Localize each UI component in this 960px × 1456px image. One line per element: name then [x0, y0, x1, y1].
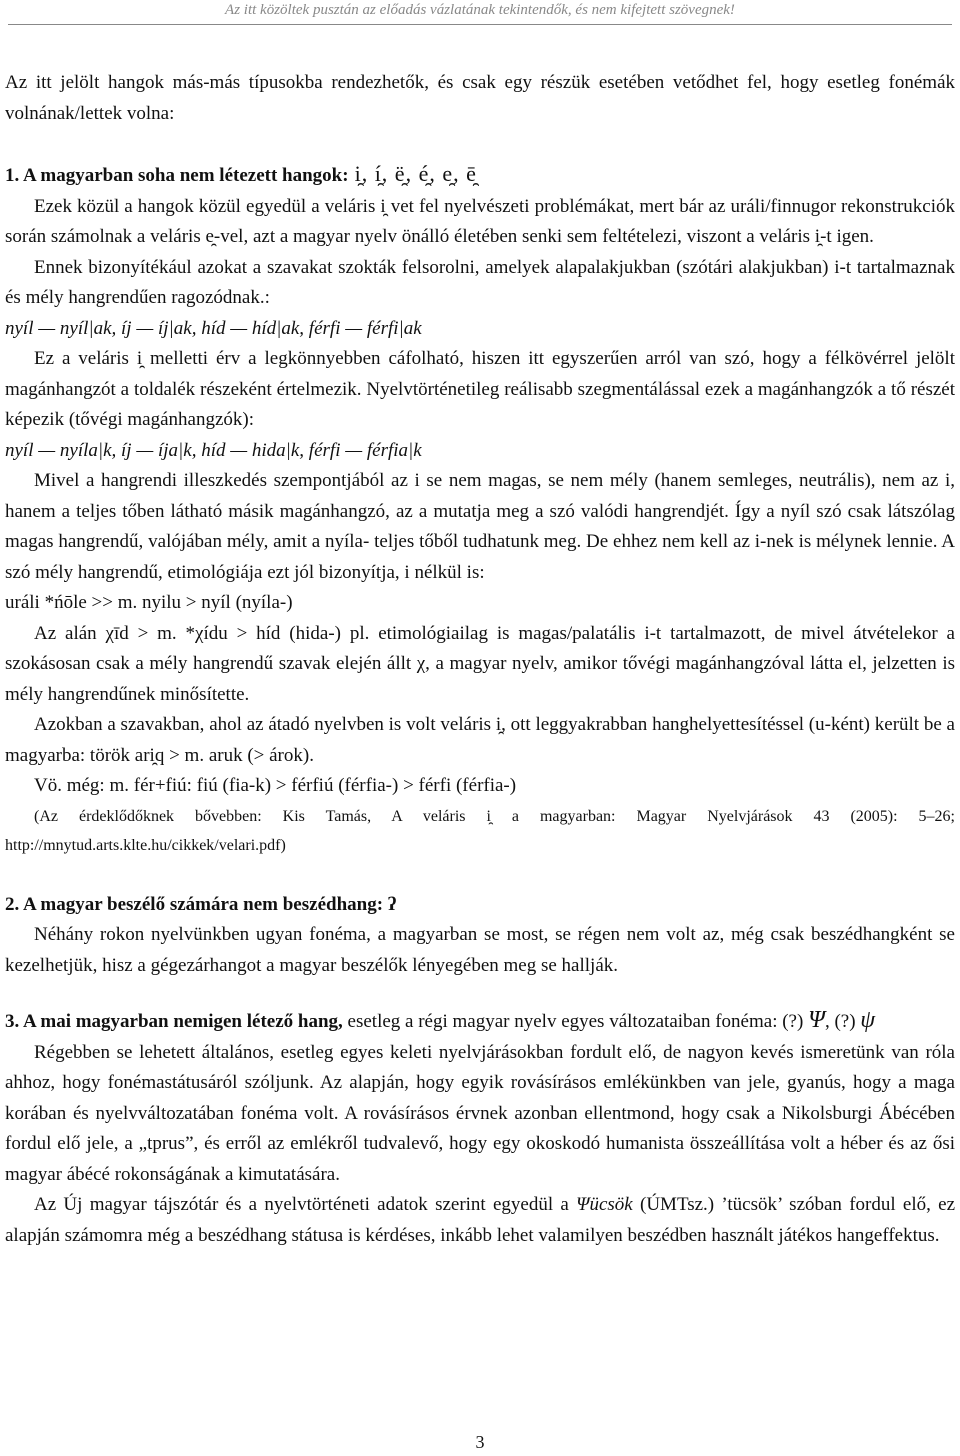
- psi-upper-symbol: Ψ: [808, 1007, 825, 1033]
- section1-heading: [5, 159, 955, 192]
- section1-paragraph-8: Vö. még: m. fér+fiú: fiú (fia-k) > férfiú (férfia-) > férfi (férfia-): [34, 775, 517, 796]
- section1-paragraph-5: uráli *ńōle >> m. nyilu > nyíl (nyíla-): [5, 592, 293, 613]
- section3-paragraph-1: Régebben se lehetett általános, esetleg egyes keleti nyelvjárásokban fordult elő, de nagyon kevés ismeretünk van róla ahhoz, hogy fonémastátusáról szóljunk. Az alapján, hogy egyik rovásírásos emlékünkben van jele, gyanús, hogy a maga korában és nyelvváltozatában fonéma volt. A rovásírásos érvnek azonban ellentmond, hogy csak a Nikolsburgi Ábécében fordul elő jele, a „tprus”, és erről az emlékről tudvalevő, hogy egy okoskodó humanista összeállítása volt a héber és az ősi magyar ábécé rokonságának a kimutatására.: [5, 1041, 955, 1185]
- section1-reference: (Az érdeklődőknek bővebben: Kis Tamás, A veláris i̯ a magyarban: Magyar Nyelvjárások 43 (2005): 5–26; http://mnytud.arts.klte.hu/cikkek/velari.pdf): [5, 807, 955, 854]
- section3-p2-start: Az Új magyar tájszótár és a nyelvtörténeti adatok szerint egyedül a: [34, 1194, 577, 1215]
- header-note: Az itt közöltek pusztán az előadás vázlatának tekintendők, és nem kifejtett szövegnek!: [225, 2, 735, 18]
- section1-sounds: i̯, í̯, ë̯, é̯, e̯, ē̯: [354, 161, 477, 186]
- section1-paragraph-1: Ezek közül a hangok közül egyedül a veláris i̯ vet fel nyelvészeti problémákat, mert bár az uráli/finnugor rekonstrukciók során számolnak a veláris e̯-vel, azt a magyar nyelv önálló életében senki sem feltételezi, viszont a veláris i̯-t igen.: [5, 195, 955, 247]
- section3-heading-mid: , (?): [824, 1011, 861, 1032]
- intro-paragraph: Az itt jelölt hangok más-más típusokba rendezhetők, és csak egy részük esetében vetődhet fel, hogy esetleg fonémák volnának/lettek volna:: [5, 72, 955, 124]
- section1-paragraph-6: Az alán χīd > m. *χídu > híd (hida-) pl. etimológiailag is magas/palatális i-t tartalmazott, de mivel átvételekor a szokásosan csak a mély hangrendű szavak elején állt χ, a magyar nyelv, amikor tővégi magánhangzóval látta el, jelzetten is mély hangrendűnek minősítette.: [5, 622, 955, 705]
- section1-examples-2: nyíl — nyíla|k, íj — íja|k, híd — hida|k, férfi — férfia|k: [5, 439, 422, 461]
- document-body: [5, 68, 955, 1251]
- section3-heading-text: 3. A mai magyarban nemigen létező hang,: [5, 1011, 343, 1032]
- section3-p2-end: (ÚMTsz.) ’tücsök’ szóban fordul elő, ez alapján számomra még a beszédhang státusa is kérdéses, inkább lehet valamilyen beszédben használt játékos hangeffektus.: [5, 1194, 956, 1246]
- section2-heading: [5, 890, 955, 921]
- section3-paragraph-2: [5, 1190, 955, 1251]
- page-number: 3: [475, 1432, 485, 1452]
- section1-paragraph-7: Azokban a szavakban, ahol az átadó nyelvben is volt veláris i̯, ott leggyakrabban hanghelyettesítéssel (u-ként) került be a magyarba: török ari̯q > m. aruk (> árok).: [5, 714, 955, 766]
- section2-paragraph-1: Néhány rokon nyelvünkben ugyan fonéma, a magyarban se most, se régen nem volt az, még csak beszédhangként se kezelhetjük, hisz a gégezárhangot a magyar beszélők lényegében meg se hallják.: [5, 924, 955, 976]
- section1-paragraph-3: Ez a veláris i̯ melletti érv a legkönnyebben cáfolható, hiszen itt egyszerűen arról van szó, hogy a félkövérrel jelölt magánhangzót a toldalék részeként értelmezik. Nyelvtörténetileg reálisabb szegmentálással ezek a magánhangzók a tő részét képezik (tővégi magánhangzók):: [5, 348, 955, 430]
- section1-heading-text: 1. A magyarban soha nem létezett hangok:: [5, 165, 349, 186]
- glottal-stop-symbol: ʔ: [387, 893, 397, 915]
- section1-paragraph-4: Mivel a hangrendi illeszkedés szempontjából az i se nem magas, se nem mély (hanem semleges, neutrális), nem az i, hanem a teljes tőben látható másik magánhangzó, az a mutatja meg a szó valódi hangrendjét. Így a nyíl szó csak látszólag magas hangrendű, valójában mély, amit a nyíla- teljes tőből tudhatunk meg. De ehhez nem kell az i-nek is mélynek lennie. A szó mély hangrendű, etimológiája ezt jól bizonyítja, i nélkül is:: [5, 470, 955, 583]
- psi-lower-symbol: ψ: [860, 1007, 876, 1033]
- psi-word: Ψücsök: [576, 1194, 633, 1215]
- header-rule: [8, 24, 952, 25]
- section3-heading: [5, 1005, 955, 1038]
- section3-heading-rest: esetleg a régi magyar nyelv egyes változataiban fonéma: (?): [342, 1011, 809, 1032]
- section1-examples-1: nyíl — nyíl|ak, íj — íj|ak, híd — híd|ak, férfi — férfi|ak: [5, 317, 422, 339]
- section1-paragraph-2: Ennek bizonyítékául azokat a szavakat szokták felsorolni, amelyek alapalakjukban (szótári alakjukban) i-t tartalmaznak és mély hangrendűen ragozódnak.:: [5, 256, 955, 308]
- section2-heading-text: 2. A magyar beszélő számára nem beszédhang:: [5, 893, 384, 915]
